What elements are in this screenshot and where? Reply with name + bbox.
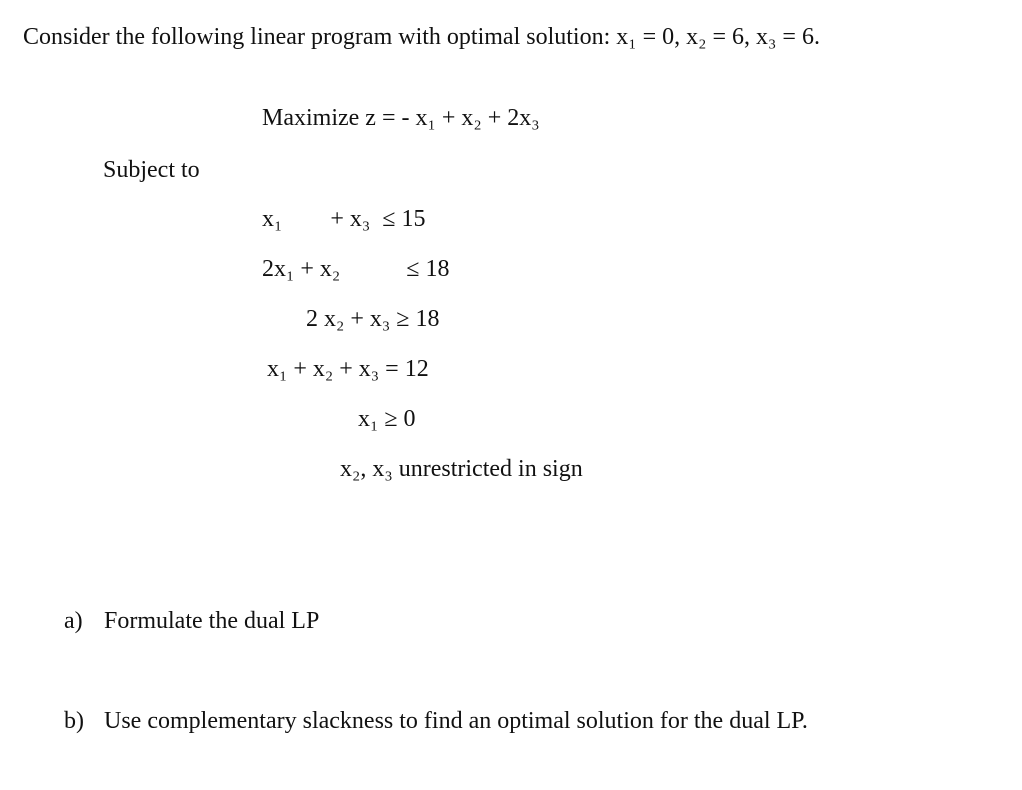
- problem-intro: Consider the following linear program with optimal solution: x₁ = 0, x₂ = 6, x₃ = 6.: [23, 24, 820, 50]
- question-a: [64, 609, 319, 633]
- objective-function: Maximize z = - x₁ + x₂ + 2x₃: [262, 105, 540, 131]
- sign-constraint-x2-x3: x₂, x₃ unrestricted in sign: [340, 456, 583, 482]
- constraint-3: 2 x₂ + x₃ ≥ 18: [306, 306, 440, 332]
- question-b: [64, 709, 808, 733]
- constraint-1: x₁ + x₃ ≤ 15: [262, 206, 426, 232]
- subject-to-label: Subject to: [103, 157, 200, 183]
- question-a-label: a): [64, 608, 83, 634]
- question-b-text: Use complementary slackness to find an optimal solution for the dual LP.: [104, 708, 808, 734]
- sign-constraint-x1: x₁ ≥ 0: [358, 406, 416, 432]
- question-a-text: Formulate the dual LP: [104, 608, 320, 634]
- question-b-label: b): [64, 708, 84, 734]
- constraint-2: 2x₁ + x₂ ≤ 18: [262, 256, 450, 282]
- constraint-4: x₁ + x₂ + x₃ = 12: [267, 356, 429, 382]
